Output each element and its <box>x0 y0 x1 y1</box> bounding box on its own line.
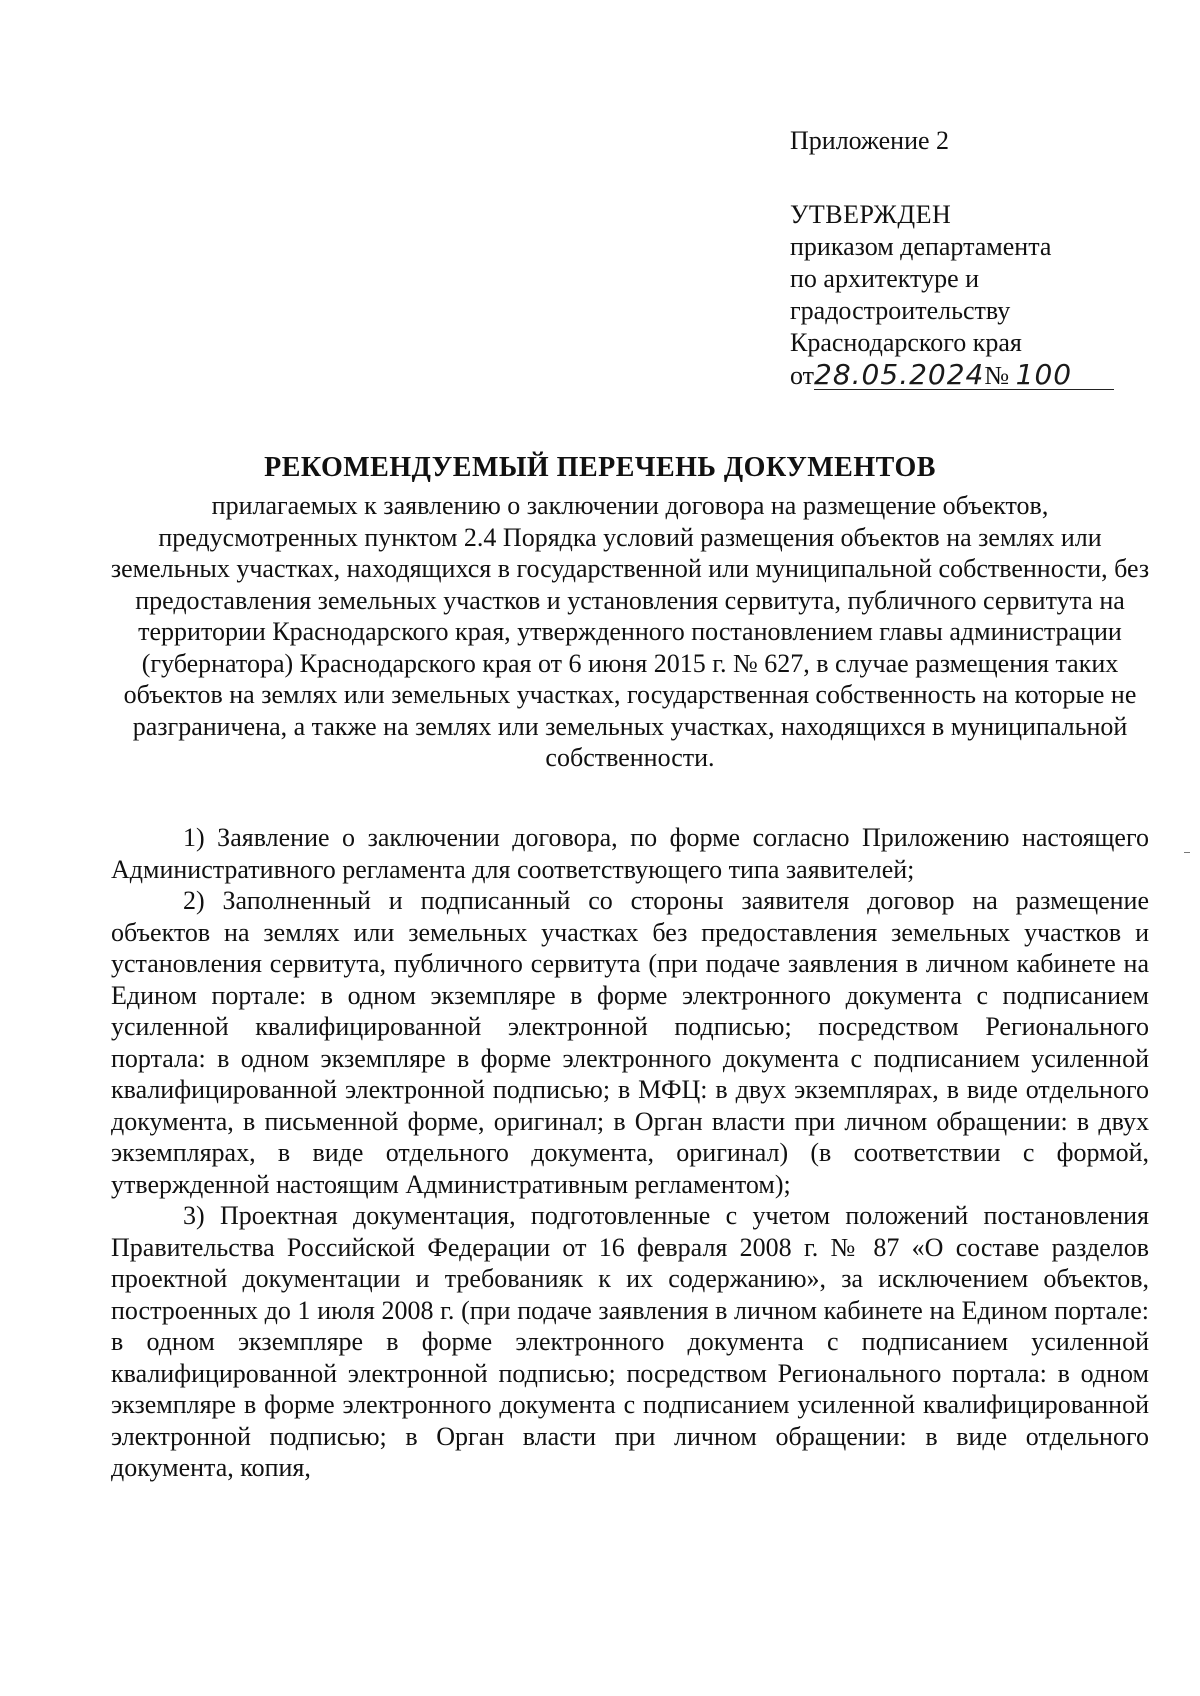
list-item-3: 3) Проектная документация, подготовленные с учетом положений постановления Правительства Российской Федерации от 16 февраля 2008 г. № 87 «О составе разделов проектной документации и требованияк к их содержанию», за исключением объектов, построенных до 1 июля 2008 г. (при подаче заявления в личном кабинете на Едином портале: в одном экземпляре в форме электронного документа с подписанием усиленной квалифицированной электронной подписью; посредством Регионального портала: в одном экземпляре в форме электронного документа с подписанием усиленной квалифицированной электронной подписью; в Орган власти при личном обращении: в виде отдельного документа, копия, <box>111 1201 1149 1482</box>
order-number-sign: № <box>984 361 1010 390</box>
list-item-2: 2) Заполненный и подписанный со стороны заявителя договор на размещение объектов на землях или земельных участках без предоставления земельных участков и установления сервитута, публичного сервитута (при подаче заявления в личном кабинете на Едином портале: в одном экземпляре в форме электронного документа с подписанием усиленной квалифицированной электронной подписью; посредством Регионального портала: в одном экземпляре в форме электронного документа с подписанием усиленной квалифицированной электронной подписью; в МФЦ: в двух экземплярах, в виде отдельного документа, в письменной форме, оригинал; в Орган власти при личном обращении: в двух экземплярах, в виде отдельного документа, оригинал) (в соответствии с формой, утвержденной настоящим Административным регламентом); <box>111 886 1149 1199</box>
document-subtitle: прилагаемых к заявлению о заключении договора на размещение объектов, предусмотренных пунктом 2.4 Порядка условий размещения объектов на землях или земельных участках, находящихся в государственной или муниципальной собственности, без предоставления земельных участков и установления сервитута, публичного сервитута на территории Краснодарского края, утвержденного постановлением главы администрации (губернатора) Краснодарского края от 6 июня 2015 г. № 627, в случае размещения таких объектов на землях или земельных участках, государственная собственность на которые не разграничена, а также на землях или земельных участках, находящихся в муниципальной собственности. <box>110 491 1150 772</box>
appendix-label: Приложение 2 <box>790 126 950 155</box>
approval-line-1: приказом департамента <box>790 232 1052 261</box>
approval-line-3: градостроительству <box>790 296 1011 325</box>
order-prefix: от <box>790 361 815 390</box>
order-number-handwritten: 100 <box>1015 358 1073 391</box>
document-title: РЕКОМЕНДУЕМЫЙ ПЕРЕЧЕНЬ ДОКУМЕНТОВ <box>264 452 936 483</box>
approval-line-4: Краснодарского края <box>790 328 1022 357</box>
margin-mark <box>1184 852 1190 853</box>
order-reference <box>790 359 1150 395</box>
approval-line-2: по архитектуре и <box>790 264 980 293</box>
list-item-1: 1) Заявление о заключении договора, по форме согласно Приложению настоящего Административного регламента для соответствующего типа заявителей; <box>111 823 1149 884</box>
order-date-handwritten: 28.05.2024 <box>814 358 985 391</box>
document-list <box>111 822 1149 1484</box>
approval-block <box>790 125 1150 395</box>
approved-stamp-text: УТВЕРЖДЕН <box>790 200 952 229</box>
order-underline <box>814 389 1114 390</box>
